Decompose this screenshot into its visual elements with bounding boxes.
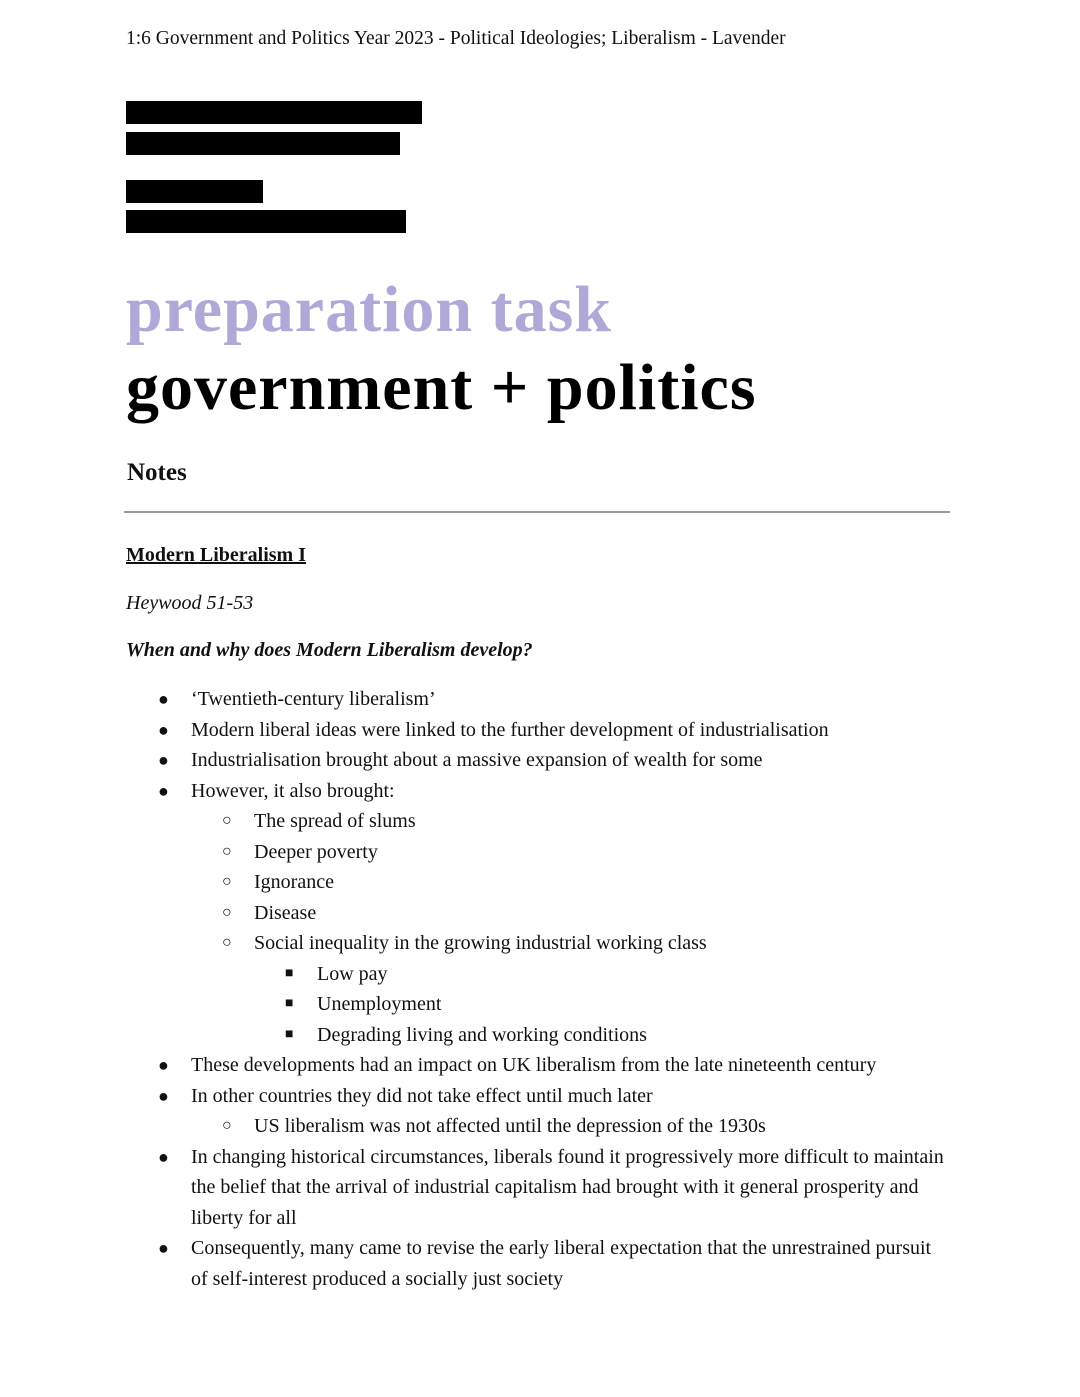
list-item [0,1111,1080,1142]
list-item [0,745,1080,776]
bullet-marker-icon: ● [158,780,169,801]
list-item-text: ‘Twentieth-century liberalism’ [191,688,436,710]
bullet-marker-icon: ○ [222,812,232,829]
list-item [0,867,1080,898]
list-item [0,776,1080,807]
list-item-text: Social inequality in the growing industrial working class [254,932,707,954]
list-item-text: In other countries they did not take effect until much later [191,1084,653,1107]
list-item-text: Disease [254,901,317,924]
redaction-bar [126,101,422,124]
list-item-text: These developments had an impact on UK liberalism from the late nineteenth century [191,1054,877,1076]
bullet-marker-icon: ■ [285,996,294,1011]
list-item [0,1142,1080,1234]
redaction-bar [126,180,263,203]
bullet-list [0,684,1080,1294]
redaction-bar [126,132,400,155]
bullet-marker-icon: ■ [285,965,294,981]
bullet-marker-icon: ○ [222,903,232,921]
list-item-text: Modern liberal ideas were linked to the further development of industrialisation [191,718,829,741]
list-item-text: However, it also brought: [191,779,395,802]
list-item [0,989,1080,1020]
list-item-text: Unemployment [317,993,442,1015]
title-preparation-task: preparation task [126,273,612,346]
list-item-text: The spread of slums [254,810,416,832]
list-item [0,1233,1080,1294]
bullet-marker-icon: ■ [285,1026,294,1042]
guiding-question: When and why does Modern Liberalism develop? [126,639,533,661]
list-item-text: Industrialisation brought about a massive expansion of wealth for some [191,749,763,771]
document-header: 1:6 Government and Politics Year 2023 - Political Ideologies; Liberalism - Lavender [126,28,786,49]
list-item-text: Deeper poverty [254,840,378,863]
list-item [0,1020,1080,1051]
bullet-marker-icon: ● [158,719,169,740]
notes-heading: Notes [127,459,187,486]
reading-reference: Heywood 51-53 [126,592,254,614]
list-item [0,837,1080,868]
bullet-marker-icon: ● [158,750,169,770]
bullet-marker-icon: ● [158,689,169,709]
redaction-bar [126,210,406,233]
bullet-marker-icon: ○ [222,873,232,890]
list-item [0,1081,1080,1112]
list-item [0,715,1080,746]
list-item-text: Consequently, many came to revise the early liberal expectation that the unrestrained pursuit of self-interest produced a socially just society [191,1237,932,1290]
list-item [0,928,1080,959]
list-item [0,1050,1080,1081]
list-item [0,806,1080,837]
bullet-marker-icon: ○ [222,1117,232,1134]
list-item [0,959,1080,990]
list-item-text: US liberalism was not affected until the depression of the 1930s [254,1115,766,1137]
section-title: Modern Liberalism I [126,544,306,566]
bullet-marker-icon: ● [158,1146,169,1167]
list-item [0,898,1080,929]
bullet-marker-icon: ● [158,1238,169,1258]
list-item-text: Ignorance [254,871,334,893]
bullet-marker-icon: ● [158,1085,169,1106]
bullet-marker-icon: ● [158,1055,169,1075]
list-item-text: In changing historical circumstances, liberals found it progressively more difficult to maintain the belief that the arrival of industrial capitalism had brought with it general prosperity and liberty for all [191,1145,944,1229]
title-government-politics: government + politics [126,351,757,424]
bullet-marker-icon: ○ [222,934,232,951]
list-item-text: Low pay [317,962,388,985]
list-item [0,684,1080,715]
bullet-marker-icon: ○ [222,842,232,860]
list-item-text: Degrading living and working conditions [317,1023,647,1046]
horizontal-divider [124,511,950,513]
